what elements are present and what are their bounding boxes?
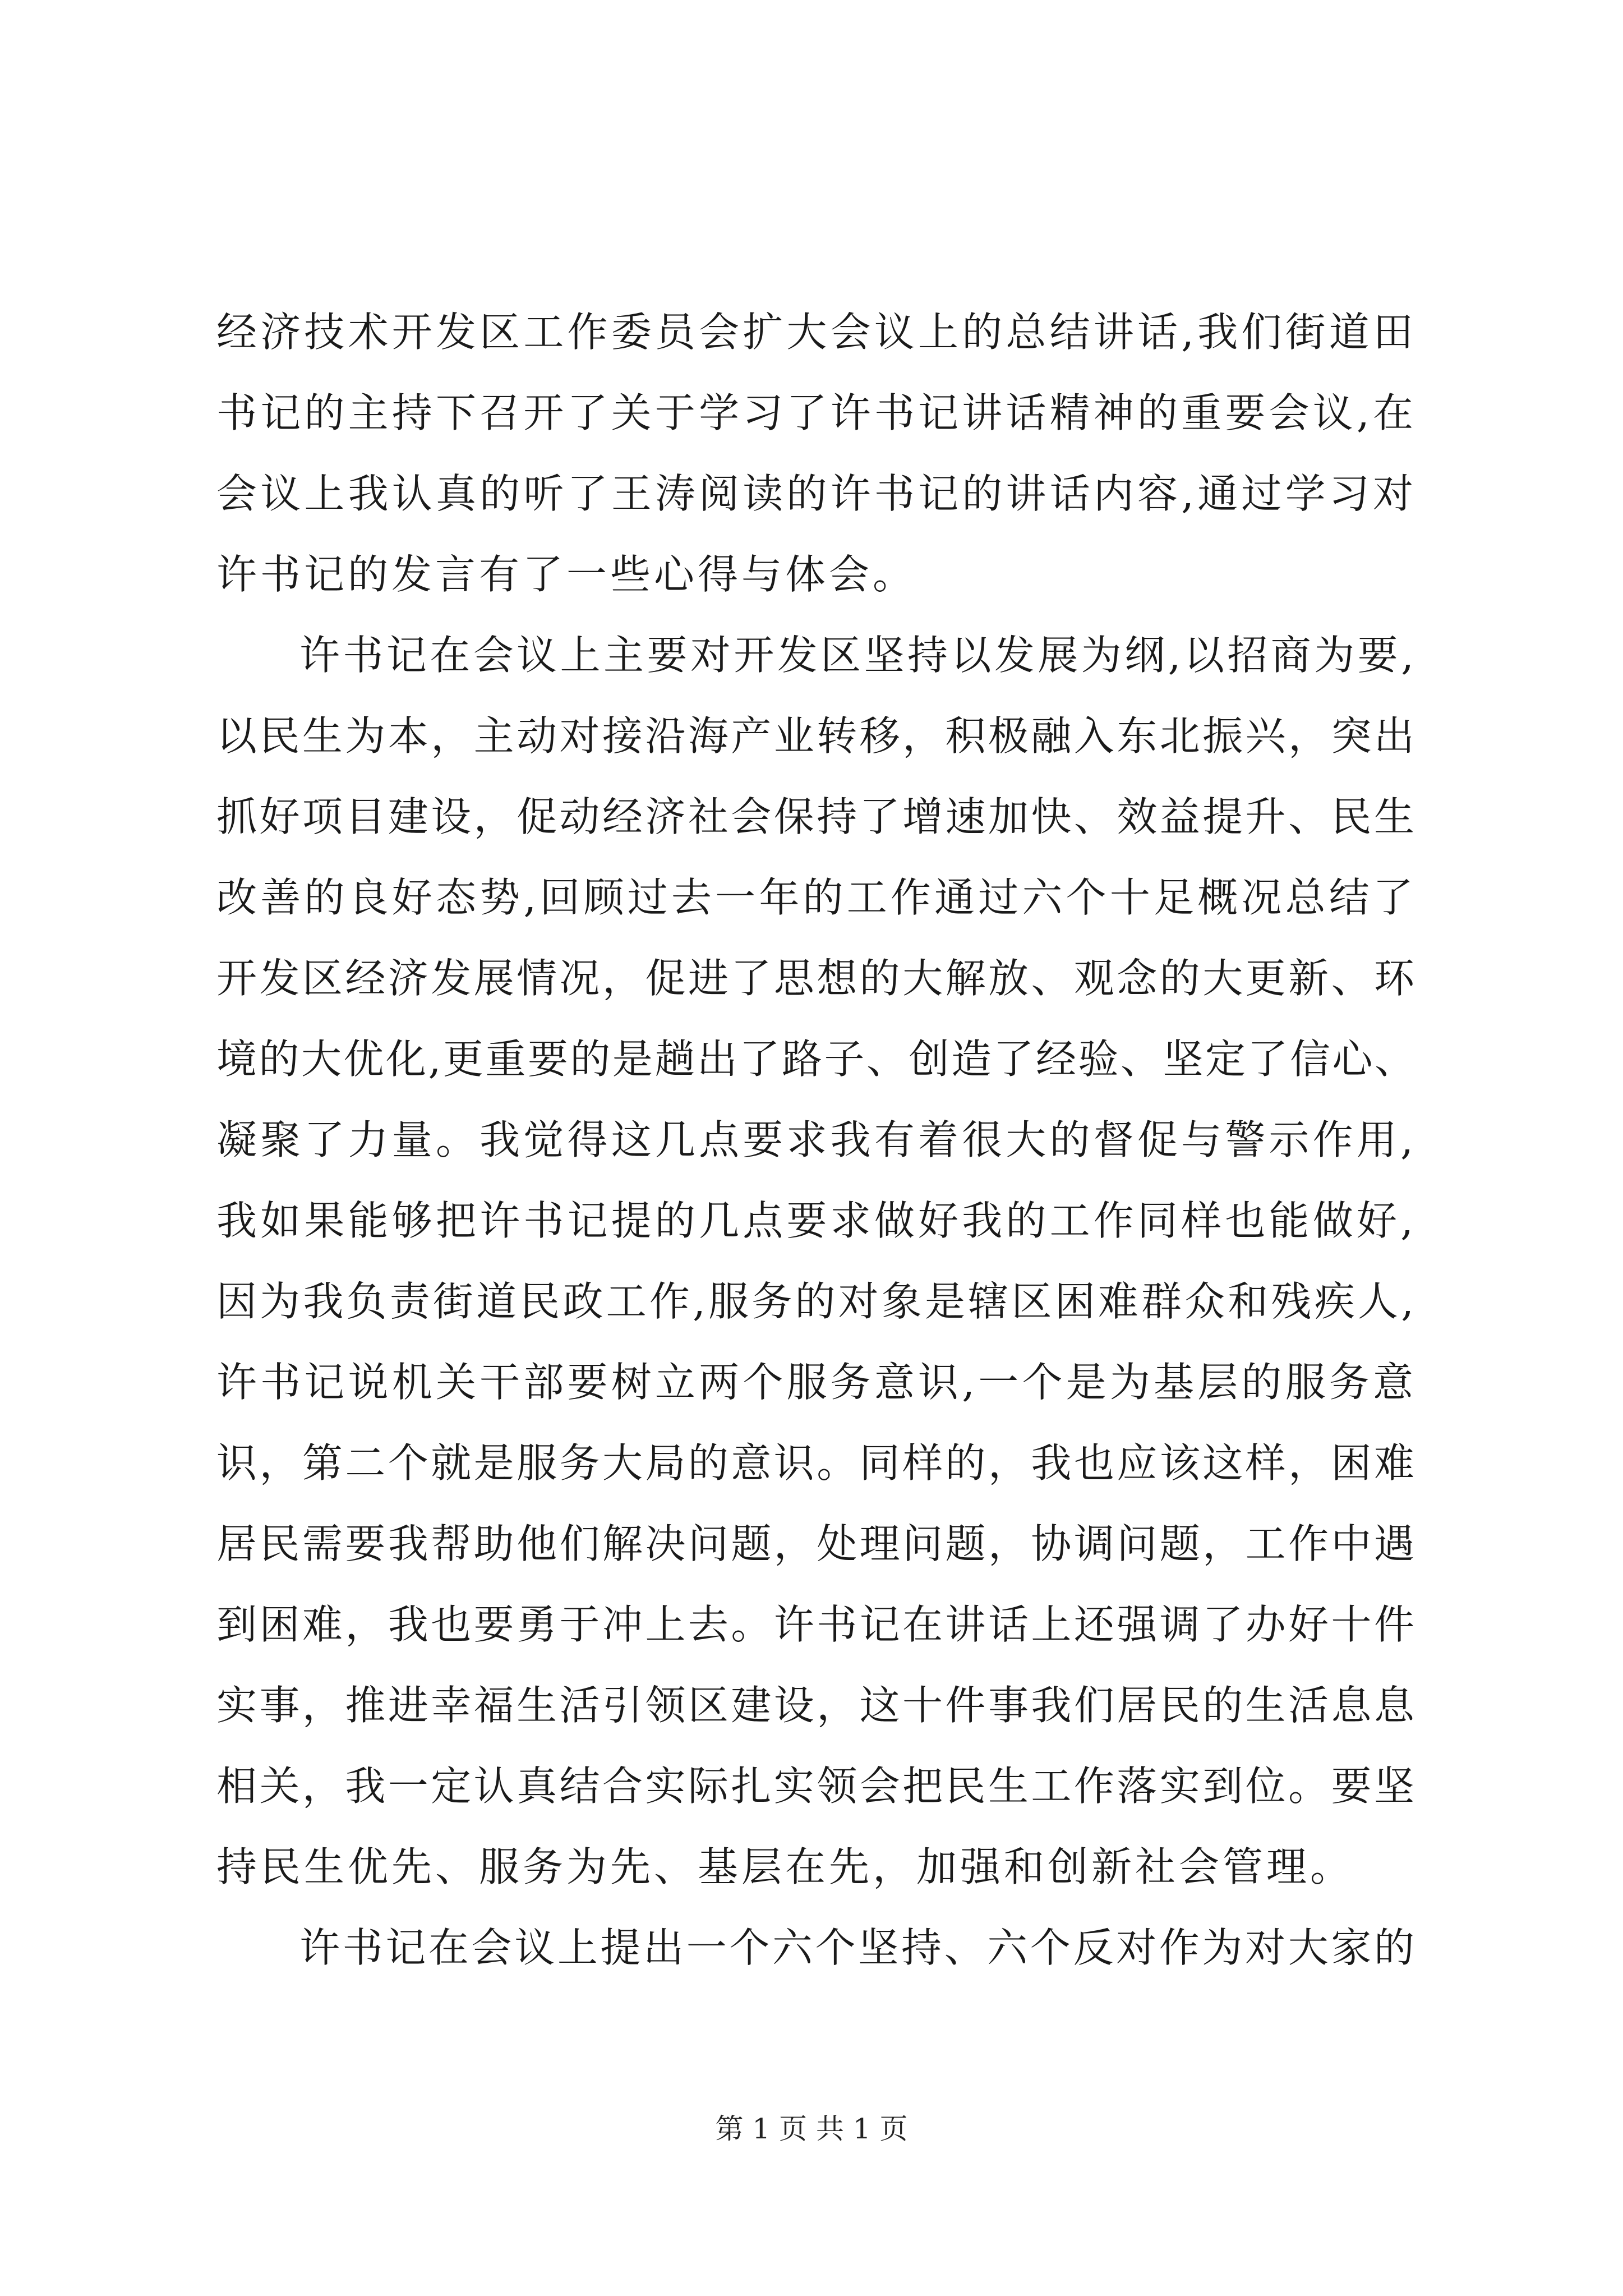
document-body <box>216 292 1417 1988</box>
document-line: 凝聚了力量。我觉得这几点要求我有着很大的督促与警示作用, <box>216 1116 1417 1163</box>
document-line: 许书记的发言有了一些心得与体会。 <box>216 551 917 598</box>
document-line: 开发区经济发展情况，促进了思想的大解放、观念的大更新、环 <box>216 955 1417 1002</box>
document-line: 境的大优化,更重要的是趟出了路子、创造了经验、坚定了信心、 <box>216 1036 1417 1083</box>
document-line: 会议上我认真的听了王涛阅读的许书记的讲话内容,通过学习对 <box>216 470 1417 517</box>
document-line: 居民需要我帮助他们解决问题，处理问题，协调问题，工作中遇 <box>216 1520 1417 1567</box>
document-line: 经济技术开发区工作委员会扩大会议上的总结讲话,我们街道田 <box>216 309 1417 356</box>
document-line: 相关，我一定认真结合实际扎实领会把民生工作落实到位。要坚 <box>216 1763 1417 1810</box>
document-line: 实事，推进幸福生活引领区建设，这十件事我们居民的生活息息 <box>216 1682 1417 1729</box>
document-line: 改善的良好态势,回顾过去一年的工作通过六个十足概况总结了 <box>216 874 1417 921</box>
document-line: 许书记在会议上主要对开发区坚持以发展为纲,以招商为要, <box>299 632 1417 679</box>
document-line: 持民生优先、服务为先、基层在先，加强和创新社会管理。 <box>216 1843 1354 1890</box>
document-line: 以民生为本，主动对接沿海产业转移，积极融入东北振兴，突出 <box>216 712 1417 760</box>
document-line: 书记的主持下召开了关于学习了许书记讲话精神的重要会议,在 <box>216 389 1417 436</box>
document-line: 我如果能够把许书记提的几点要求做好我的工作同样也能做好, <box>216 1197 1417 1244</box>
document-line: 许书记说机关干部要树立两个服务意识,一个是为基层的服务意 <box>216 1359 1417 1406</box>
document-line: 识，第二个就是服务大局的意识。同样的，我也应该这样，困难 <box>216 1439 1417 1487</box>
document-line: 因为我负责街道民政工作,服务的对象是辖区困难群众和残疾人, <box>216 1278 1417 1325</box>
document-line: 许书记在会议上提出一个六个坚持、六个反对作为对大家的 <box>299 1924 1417 1971</box>
document-line: 抓好项目建设，促动经济社会保持了增速加快、效益提升、民生 <box>216 793 1417 840</box>
document-line: 到困难，我也要勇于冲上去。许书记在讲话上还强调了办好十件 <box>216 1601 1417 1648</box>
page-footer: 第 1 页 共 1 页 <box>715 2113 908 2145</box>
